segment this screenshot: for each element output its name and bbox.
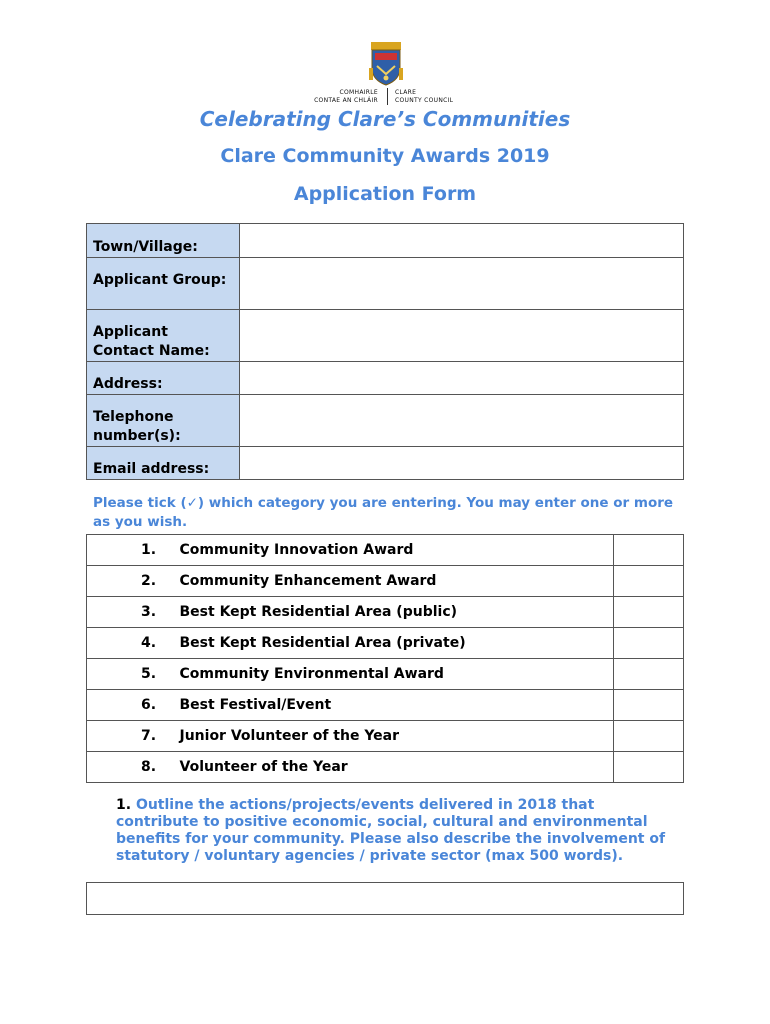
contact-name-label: Applicant Contact Name: (87, 310, 240, 362)
category-tick-box[interactable] (614, 752, 684, 783)
coat-of-arms-icon (369, 42, 403, 86)
logo-english-label: CLARE COUNTY COUNCIL (395, 89, 454, 104)
question-1-answer-field[interactable] (86, 882, 684, 915)
question-1-number: 1. (116, 797, 132, 813)
category-tick-box[interactable] (614, 597, 684, 628)
form-subtitle: Application Form (293, 183, 477, 205)
category-row (87, 597, 684, 628)
category-name: Junior Volunteer of the Year (180, 721, 614, 752)
category-tick-box[interactable] (614, 535, 684, 566)
category-number: 2. (87, 566, 180, 597)
contact-name-field[interactable] (240, 310, 684, 362)
question-1-text: Outline the actions/projects/events delivered in 2018 that contribute to positive economic, social, cultural and environmental benefits for your community. Please also describe the involvement of statutory / voluntary agencies / private sector (max 500 words). (116, 797, 666, 864)
category-name: Best Kept Residential Area (public) (180, 597, 614, 628)
category-number: 5. (87, 659, 180, 690)
category-tick-box[interactable] (614, 721, 684, 752)
telephone-label: Telephone number(s): (87, 395, 240, 447)
logo-irish-label: COMHAIRLE CONTAE AN CHLÁIR (314, 89, 378, 104)
email-field[interactable] (240, 447, 684, 480)
category-row (87, 690, 684, 721)
tagline-heading: Celebrating Clare’s Communities (199, 107, 571, 131)
applicant-group-label: Applicant Group: (87, 258, 240, 310)
address-field[interactable] (240, 362, 684, 395)
category-row (87, 535, 684, 566)
town-village-field[interactable] (240, 224, 684, 258)
category-tick-box[interactable] (614, 659, 684, 690)
category-tick-box[interactable] (614, 566, 684, 597)
category-instructions: Please tick (✓) which category you are entering. You may enter one or more as you wish. (93, 495, 674, 530)
category-row (87, 721, 684, 752)
email-label: Email address: (87, 447, 240, 480)
council-logo (316, 42, 454, 106)
category-number: 4. (87, 628, 180, 659)
category-number: 3. (87, 597, 180, 628)
category-name: Volunteer of the Year (180, 752, 614, 783)
logo-divider (387, 88, 388, 105)
category-row (87, 752, 684, 783)
category-number: 1. (87, 535, 180, 566)
category-number: 6. (87, 690, 180, 721)
page-title: Clare Community Awards 2019 (220, 145, 550, 167)
category-row (87, 566, 684, 597)
category-name: Community Environmental Award (180, 659, 614, 690)
category-row (87, 659, 684, 690)
category-name: Community Innovation Award (180, 535, 614, 566)
telephone-field[interactable] (240, 395, 684, 447)
category-tick-box[interactable] (614, 690, 684, 721)
town-village-label: Town/Village: (87, 224, 240, 258)
question-1 (116, 797, 676, 865)
category-name: Community Enhancement Award (180, 566, 614, 597)
category-name: Best Kept Residential Area (private) (180, 628, 614, 659)
category-table (86, 534, 684, 783)
category-tick-box[interactable] (614, 628, 684, 659)
category-row (87, 628, 684, 659)
category-number: 8. (87, 752, 180, 783)
address-label: Address: (87, 362, 240, 395)
category-name: Best Festival/Event (180, 690, 614, 721)
applicant-details-table (86, 223, 684, 480)
applicant-group-field[interactable] (240, 258, 684, 310)
category-number: 7. (87, 721, 180, 752)
